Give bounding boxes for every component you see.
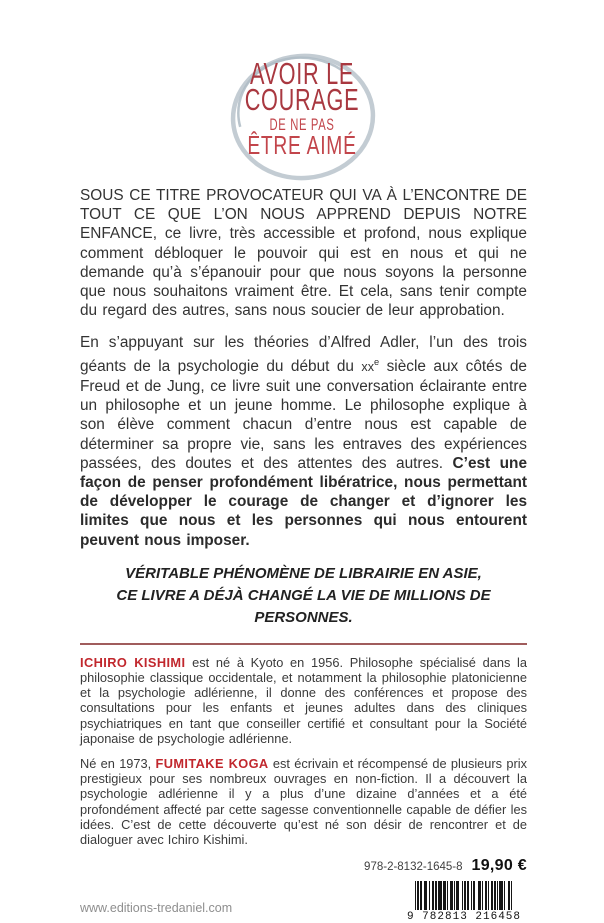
bio-text: est écrivain et récompensé de plusieurs prix prestigieux pour ses nombreux ouvrages en non-fiction. Il a découvert la psychologie adlérienne il y a plus d’une dizaine d’années et a été profondément affecté par cette sagesse conventionnelle capable de défier les idées. C’est de cette découverte qu’est né son désir de rencontrer et de dialoguer avec Ichiro Kishimi. xyxy=(80,756,527,848)
synopsis-lead-caps: SOUS CE TITRE PROVOCATEUR QUI VA À L’ENCONTRE DE TOUT CE QUE L’ON NOUS APPREND DEPUIS NOTRE ENFANCE, xyxy=(80,187,527,243)
tagline xyxy=(80,563,527,629)
badge-title-line-1: AVOIR LE xyxy=(249,56,355,91)
isbn-number: 978-2-8132-1645-8 xyxy=(364,861,463,874)
badge-title-line-2: COURAGE xyxy=(244,82,360,117)
century-smallcaps: xx xyxy=(361,359,375,374)
author-bio-kishimi xyxy=(80,655,527,746)
isbn-price-row xyxy=(80,857,527,875)
synopsis-bold-sentence: C’est une façon de penser profondément libératrice, nous permettant de développer le courage de changer et d’ignorer les limites que nous et les personnes qui nous entourent peuvent nous imposer. xyxy=(80,454,527,549)
barcode-bars-icon xyxy=(401,881,527,910)
author-name-koga: FUMITAKE KOGA xyxy=(155,756,269,771)
author-name-kishimi: ICHIRO KISHIMI xyxy=(80,654,186,670)
publisher-website: www.editions-tredaniel.com xyxy=(80,901,233,916)
tagline-line-1: VÉRITABLE PHÉNOMÈNE DE LIBRAIRIE EN ASIE, xyxy=(125,564,482,582)
price-label: 19,90 € xyxy=(471,857,527,875)
barcode xyxy=(401,881,527,923)
divider-line xyxy=(80,643,527,645)
synopsis-paragraph-2-mid: siècle aux côtés de Freud et de Jung, ce livre suit une conversation éclairante entre un philosophe et un jeune homme. Le philosophe explique à son élève comment chacun d’entre nous est capable de déterminer sa propre vie, sans les entraves des expériences passées, des doutes et des attentes des autres. xyxy=(80,357,527,472)
barcode-digits: 9 782813 216458 xyxy=(406,911,522,923)
bio-text: est né à Kyoto en 1956. Philosophe spécialisé dans la philosophie classique occidentale, et notamment la philosophie platonicienne et la psychologie adlérienne, il donne des conférences et propose des consultations pour les enfants et jeunes adultes dans des cliniques psychiatriques en tant que conseiller certifié et consultant pour la Société japonaise de psychologie adlérienne. xyxy=(80,654,527,746)
synopsis-paragraph-2 xyxy=(80,333,527,549)
cover-text-column xyxy=(80,186,527,923)
badge-title-line-4: ÊTRE AIMÉ xyxy=(247,130,357,160)
badge-title-line-3: DE NE PAS xyxy=(269,115,335,134)
title-badge xyxy=(217,48,387,188)
synopsis-paragraph-1-rest: ce livre, très accessible et profond, nous explique comment débloquer le pouvoir qui est en nous et qui ne demande qu’à s’épanouir pour que nous soyons la personne que nous souhaitons vraiment être. Et cela, sans tenir compte du regard des autres, sans nous soucier de leur approbation. xyxy=(80,225,527,320)
tagline-line-2: CE LIVRE A DÉJÀ CHANGÉ LA VIE DE MILLIONS DE PERSONNES. xyxy=(116,586,491,626)
footer-row xyxy=(80,881,527,923)
century-superscript: e xyxy=(374,356,380,367)
synopsis-paragraph-2-start: En s’appuyant sur les théories d’Alfred Adler, l’un des trois géants de la psychologie du début du xyxy=(80,334,527,375)
synopsis-paragraph-1 xyxy=(80,186,527,320)
bio-pre-text: Né en 1973, xyxy=(80,756,156,771)
author-bio-koga xyxy=(80,756,527,847)
